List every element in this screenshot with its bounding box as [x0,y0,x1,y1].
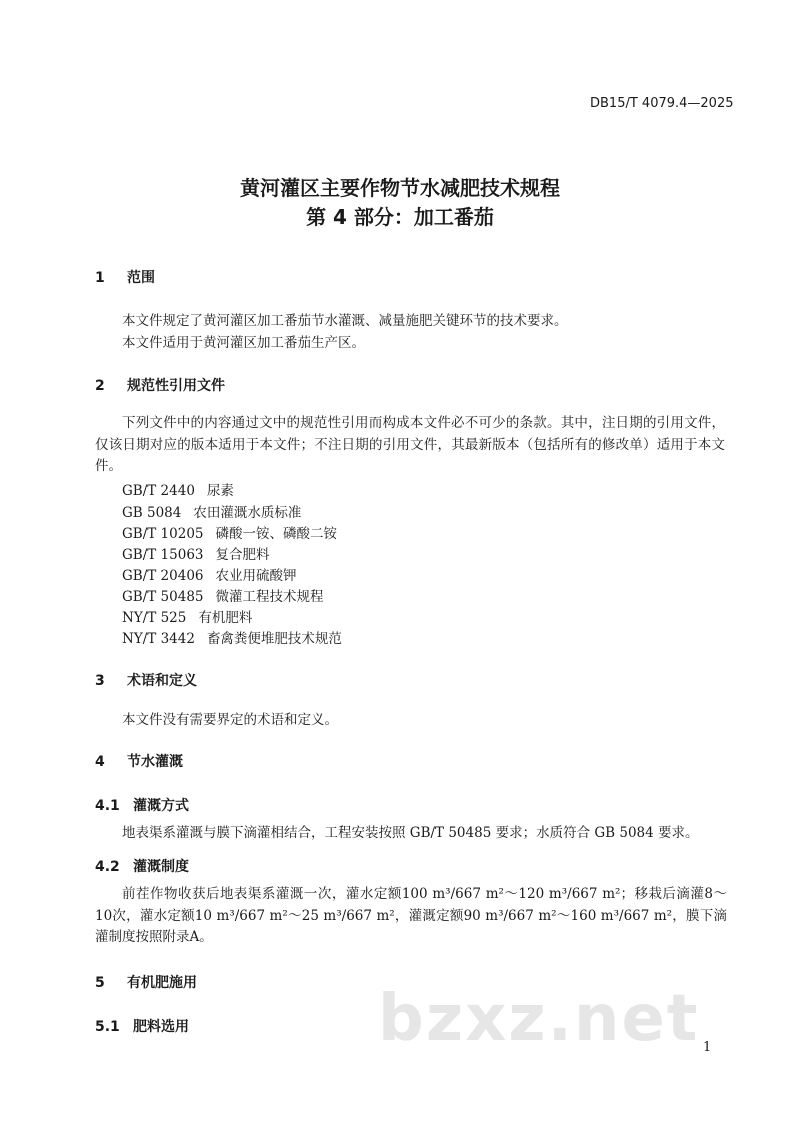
section-heading-1 [95,267,155,287]
reference-item [122,564,297,584]
reference-name: 复合肥料 [215,547,270,563]
document-subtitle: 第 4 部分：加工番茄 [306,205,494,229]
section-number: 4 [95,754,105,770]
reference-code: GB/T 20406 [122,568,204,584]
reference-code: GB 5084 [122,505,182,521]
paragraph: 下列文件中的内容通过文中的规范性引用而构成本文件必不可少的条款。其中，注日期的引用文件，仅该日期对应的版本适用于本文件；不注日期的引用文件，其最新版本（包括所有的修改单）适用于本文件。 [95,415,725,474]
section-heading-3 [95,670,197,690]
subsection-heading-5-1 [95,1016,189,1036]
section-number: 1 [95,270,105,286]
reference-code: GB/T 15063 [122,547,204,563]
section-number: 4.2 [95,859,120,875]
reference-item [122,585,324,605]
reference-code: GB/T 2440 [122,483,195,499]
paragraph: 本文件适用于黄河灌区加工番茄生产区。 [122,335,365,351]
reference-name: 有机肥料 [198,610,253,626]
section-number: 2 [95,378,105,394]
section-title: 范围 [127,270,155,286]
reference-code: GB/T 10205 [122,526,204,542]
document-title: 黄河灌区主要作物节水减肥技术规程 [240,176,560,200]
reference-item [122,522,337,542]
reference-name: 微灌工程技术规程 [215,589,324,605]
section-title: 灌溉方式 [133,798,189,814]
page-number: 1 [703,1040,712,1055]
reference-name: 畜禽粪便堆肥技术规范 [206,631,342,647]
reference-name: 尿素 [206,483,234,499]
paragraph: 地表渠系灌溉与膜下滴灌相结合，工程安装按照 GB/T 50485 要求；水质符合 GB 5084 要求。 [122,825,699,841]
paragraph: 本文件规定了黄河灌区加工番茄节水灌溉、减量施肥关键环节的技术要求。 [122,313,568,329]
section-heading-2 [95,375,225,395]
reference-item [122,627,342,647]
watermark: bzxz.net [378,982,700,1056]
paragraph: 本文件没有需要界定的术语和定义。 [122,712,338,728]
reference-code: NY/T 525 [122,610,187,626]
section-title: 术语和定义 [127,673,197,689]
section-heading-5 [95,972,197,992]
reference-name: 农田灌溉水质标准 [193,505,302,521]
paragraph: 前茬作物收获后地表渠系灌溉一次，灌水定额100 m³/667 m²～120 m³/667 m²；移栽后滴灌8～10次，灌水定额10 m³/667 m²～25 m³/667 m²，灌溉定额90 m³/667 m²～160 m³/667 m²，膜下滴灌制度按照附录A。 [95,886,727,945]
reference-item [122,479,234,499]
section-title: 肥料选用 [133,1019,189,1035]
subsection-heading-4-2 [95,856,189,876]
reference-item [122,543,270,563]
subsection-heading-4-1 [95,795,189,815]
section-number: 5.1 [95,1019,120,1035]
reference-name: 磷酸一铵、磷酸二铵 [215,526,337,542]
section-title: 有机肥施用 [127,975,197,991]
section-heading-4 [95,751,183,771]
section-title: 规范性引用文件 [127,378,225,394]
section-title: 灌溉制度 [133,859,189,875]
reference-code: GB/T 50485 [122,589,204,605]
standard-code: DB15/T 4079.4—2025 [590,96,734,111]
section-title: 节水灌溉 [127,754,183,770]
reference-code: NY/T 3442 [122,631,195,647]
section-number: 3 [95,673,105,689]
reference-name: 农业用硫酸钾 [215,568,297,584]
section-number: 4.1 [95,798,120,814]
section-number: 5 [95,975,105,991]
reference-item [122,501,301,521]
reference-item [122,606,252,626]
